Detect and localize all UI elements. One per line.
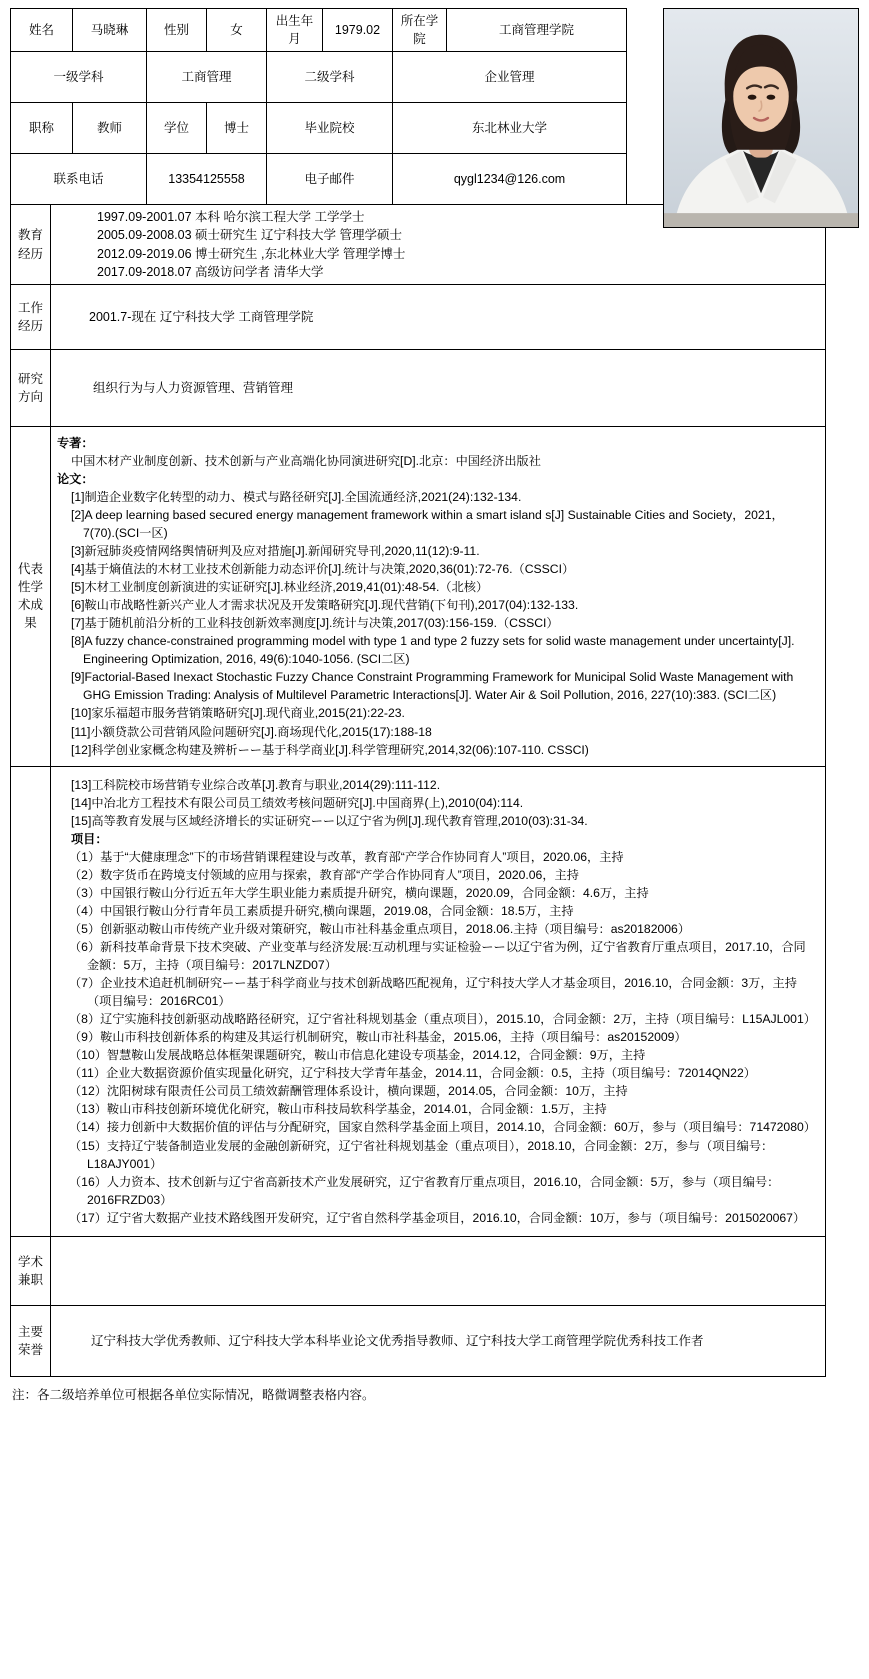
paper-item: [3]新冠肺炎疫情网络舆情研判及应对措施[J].新闻研究导刊,2020,11(12):9-11. — [71, 544, 480, 559]
value-graduate-school: 东北林业大学 — [393, 103, 627, 154]
paper-item: [6]鞍山市战略性新兴产业人才需求状况及开发策略研究[J].现代营销(下旬刊),2017(04):132-133. — [71, 598, 579, 613]
value-degree: 博士 — [207, 103, 267, 154]
project-item: （17）辽宁省大数据产业技术路线图开发研究，辽宁省自然科学基金项目，2016.10，合同金额：10万，参与（项目编号：2015020067） — [69, 1210, 806, 1225]
value-work — [51, 284, 826, 349]
label-research: 研究方向 — [11, 349, 51, 426]
paper-item: [10]家乐福超市服务营销策略研究[J].现代商业,2015(21):22-23. — [71, 706, 405, 721]
project-item: （5）创新驱动鞍山市传统产业升级对策研究，鞍山市社科基金重点项目，2018.06.主持（项目编号：as20182006） — [69, 921, 691, 936]
value-academic-part-time — [51, 1236, 826, 1305]
label-second-discipline: 二级学科 — [267, 52, 393, 103]
paper-item: [14]中冶北方工程技术有限公司员工绩效考核问题研究[J].中国商界(上),2010(04):114. — [71, 795, 524, 810]
project-item: （12）沈阳树球有限责任公司员工绩效薪酬管理体系设计，横向课题，2014.05，合同金额：10万，主持 — [69, 1084, 628, 1099]
row-disciplines — [11, 52, 627, 103]
row-research — [11, 349, 826, 426]
row-honors — [11, 1305, 826, 1376]
project-item: （6）新科技革命背景下技术突破、产业变革与经济发展:互动机理与实证检验ーー以辽宁省为例，辽宁省教育厅重点项目，2017.10，合同金额：5万，主持（项目编号：2017LNZD07） — [69, 940, 806, 973]
label-name: 姓名 — [11, 9, 73, 52]
monograph-line: 中国木材产业制度创新、技术创新与产业高端化协同演进研究[D].北京：中国经济出版社 — [71, 453, 541, 468]
value-first-discipline: 工商管理 — [147, 52, 267, 103]
row-achievements — [11, 426, 826, 766]
paper-item: [12]科学创业家概念构建及辨析ーー基于科学商业[J].科学管理研究,2014,32(06):107-110. CSSCI) — [71, 742, 589, 757]
project-item: （16）人力资本、技术创新与辽宁省高新技术产业发展研究，辽宁省教育厅重点项目，2016.10，合同金额：5万，参与（项目编号：2016FRZD03） — [69, 1174, 780, 1207]
value-research — [51, 349, 826, 426]
paper-item: [1]制造企业数字化转型的动力、模式与路径研究[J].全国流通经济,2021(24):132-134. — [71, 489, 522, 504]
papers-header: 论文： — [57, 471, 94, 486]
project-item: （13）鞍山市科技创新环境优化研究，鞍山市科技局软科学基金，2014.01，合同金额：1.5万，主持 — [69, 1102, 607, 1117]
monograph-header: 专著： — [57, 435, 94, 450]
project-item: （4）中国银行鞍山分行青年员工素质提升研究,横向课题，2019.08，合同金额：18.5万，主持 — [69, 903, 574, 918]
label-birth: 出生年月 — [267, 9, 323, 52]
value-gender: 女 — [207, 9, 267, 52]
value-email: qygl1234@126.com — [393, 154, 627, 205]
project-item: （14）接力创新中大数据价值的评估与分配研究，国家自然科学基金面上项目，2014.10，合同金额：60万，参与（项目编号：71472080） — [69, 1120, 816, 1135]
value-phone: 13354125558 — [147, 154, 267, 205]
label-phone: 联系电话 — [11, 154, 147, 205]
project-item: （9）鞍山市科技创新体系的构建及其运行机制研究，鞍山市社科基金，2015.06，主持（项目编号：as20152009） — [69, 1030, 687, 1045]
paper-item: [15]高等教育发展与区域经济增长的实证研究ーー以辽宁省为例[J].现代教育管理,2010(03):31-34. — [71, 813, 588, 828]
paper-item: [2]A deep learning based secured energy management framework within a smart island s[J] Sustainable Cities and Society，2021，7(70).(SCI一区) — [71, 507, 784, 540]
label-graduate-school: 毕业院校 — [267, 103, 393, 154]
portrait-photo — [663, 8, 859, 228]
label-gender: 性别 — [147, 9, 207, 52]
label-achievements: 代表性学术成果 — [11, 426, 51, 766]
project-item: （3）中国银行鞍山分行近五年大学生职业能力素质提升研究，横向课题，2020.09，合同金额：4.6万，主持 — [69, 885, 649, 900]
portrait-photo-svg — [664, 9, 858, 227]
paper-item: [5]木材工业制度创新演进的实证研究[J].林业经济,2019,41(01):48-54.（北核） — [71, 580, 489, 595]
education-line: 1997.09-2001.07 本科 哈尔滨工程大学 工学学士 — [97, 210, 365, 225]
value-honors — [51, 1305, 826, 1376]
project-item: （2）数字货币在跨境支付领域的应用与探索，教育部“产学合作协同育人”项目，2020.06，主持 — [69, 867, 579, 882]
project-item: （11）企业大数据资源价值实现量化研究，辽宁科技大学青年基金，2014.11，合同金额：0.5，主持（项目编号：72014QN22） — [69, 1066, 756, 1081]
label-degree: 学位 — [147, 103, 207, 154]
paper-item: [11]小额贷款公司营销风险问题研究[J].商场现代化,2015(17):188-18 — [71, 724, 432, 739]
education-line: 2017.09-2018.07 高级访问学者 清华大学 — [97, 264, 324, 279]
value-college: 工商管理学院 — [447, 9, 627, 52]
value-achievements-cont — [51, 766, 826, 1236]
research-line: 组织行为与人力资源管理、营销管理 — [93, 380, 294, 395]
row-title-degree-school — [11, 103, 627, 154]
label-email: 电子邮件 — [267, 154, 393, 205]
row-name-gender-birth — [11, 9, 627, 52]
row-achievements-cont — [11, 766, 826, 1236]
label-first-discipline: 一级学科 — [11, 52, 147, 103]
row-work — [11, 284, 826, 349]
work-line: 2001.7-现在 辽宁科技大学 工商管理学院 — [89, 309, 314, 324]
value-second-discipline: 企业管理 — [393, 52, 627, 103]
row-contact — [11, 154, 627, 205]
sections-table — [10, 204, 826, 1377]
honors-line: 辽宁科技大学优秀教师、辽宁科技大学本科毕业论文优秀指导教师、辽宁科技大学工商管理学院优秀科技工作者 — [91, 1333, 704, 1348]
label-achievements-cont — [11, 766, 51, 1236]
value-title: 教师 — [73, 103, 147, 154]
label-college: 所在学院 — [393, 9, 447, 52]
label-title: 职称 — [11, 103, 73, 154]
project-item: （8）辽宁实施科技创新驱动战略路径研究，辽宁省社科规划基金（重点项目），2015.10，合同金额：2万，主持（项目编号：L15AJL001） — [69, 1012, 816, 1027]
project-item: （7）企业技术追赶机制研究ーー基于科学商业与技术创新战略匹配视角，辽宁科技大学人才基金项目，2016.10，合同金额：3万，主持（项目编号：2016RC01） — [69, 976, 797, 1009]
paper-item: [13]工科院校市场营销专业综合改革[J].教育与职业,2014(29):111-112. — [71, 777, 441, 792]
value-achievements — [51, 426, 826, 766]
value-birth: 1979.02 — [323, 9, 393, 52]
paper-item: [7]基于随机前沿分析的工业科技创新效率测度[J].统计与决策,2017(03):156-159.（CSSCI） — [71, 616, 559, 631]
row-academic-part-time — [11, 1236, 826, 1305]
paper-item: [8]A fuzzy chance-constrained programming model with type 1 and type 2 fuzzy sets for solid waste management under uncertainty[J]. Engineering Optimization, 2016, 49(6):1040-1056. (SCI二区) — [71, 634, 795, 667]
label-academic-part-time: 学术兼职 — [11, 1236, 51, 1305]
education-line: 2005.09-2008.03 硕士研究生 辽宁科技大学 管理学硕士 — [97, 228, 402, 243]
label-education: 教育经历 — [11, 205, 51, 285]
basic-info-table — [10, 8, 627, 205]
paper-item: [4]基于熵值法的木材工业技术创新能力动态评价[J].统计与决策,2020,36(01):72-76.（CSSCI） — [71, 562, 575, 577]
education-line: 2012.09-2019.06 博士研究生 ,东北林业大学 管理学博士 — [97, 246, 406, 261]
label-honors: 主要荣誉 — [11, 1305, 51, 1376]
value-name: 马晓琳 — [73, 9, 147, 52]
label-work: 工作经历 — [11, 284, 51, 349]
paper-item: [9]Factorial-Based Inexact Stochastic Fuzzy Chance Constraint Programming Framework for Municipal Solid Waste Management with GHG Emission Trading: Analysis of Multilevel Parametric Interactions[J]. Water Air & Soil Pollution, 2016, 227(10):383. (SCI二区) — [71, 670, 794, 703]
footer-note: 注：各二级培养单位可根据各单位实际情况，略微调整表格内容。 — [12, 1387, 375, 1402]
project-item: （15）支持辽宁装备制造业发展的金融创新研究，辽宁省社科规划基金（重点项目），2018.10，合同金额：2万，参与（项目编号：L18AJY001） — [69, 1138, 774, 1171]
project-item: （10）智慧鞍山发展战略总体框架课题研究，鞍山市信息化建设专项基金，2014.12，合同金额：9万，主持 — [69, 1048, 646, 1063]
project-item: （1）基于“大健康理念”下的市场营销课程建设与改革，教育部“产学合作协同育人”项目，2020.06，主持 — [69, 849, 624, 864]
projects-header: 项目： — [71, 831, 108, 846]
